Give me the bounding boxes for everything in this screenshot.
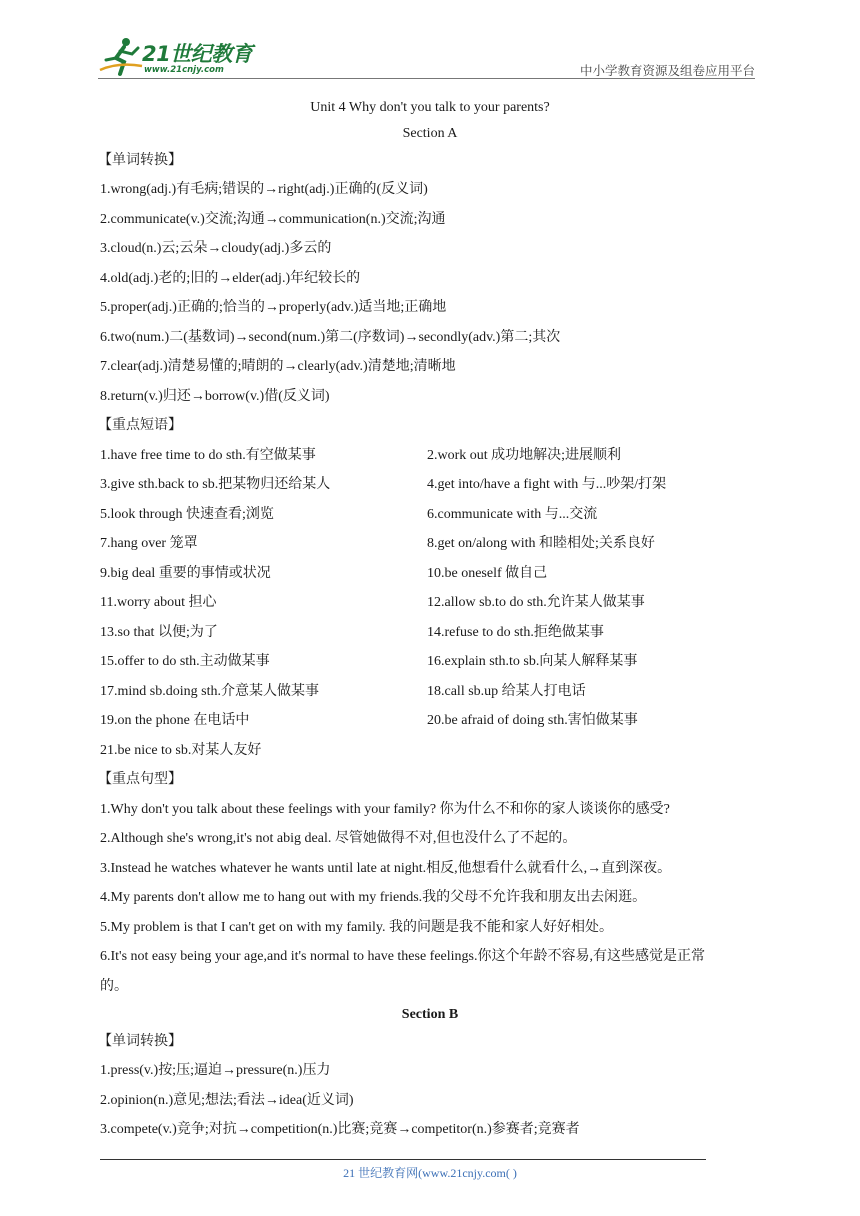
site-logo	[98, 36, 258, 78]
section-a-heading: Section A	[402, 126, 458, 141]
word-item: 8.return(v.)归还→borrow(v.)借(反义词)	[100, 389, 330, 404]
sentence-label: 【重点句型】	[98, 772, 182, 787]
word-item: 2.communicate(v.)交流;沟通→communication(n.)交流;沟通	[100, 212, 446, 227]
word-item: 3.compete(v.)竞争;对抗→competition(n.)比赛;竞赛→competitor(n.)参赛者;竞赛者	[100, 1122, 580, 1137]
sentence-item: 6.It's not easy being your age,and it's normal to have these feelings.你这个年龄不容易,有这些感觉是正常	[100, 949, 705, 964]
sentence-item: 5.My problem is that I can't get on with my family. 我的问题是我不能和家人好好相处。	[100, 920, 613, 935]
phrase-item: 8.get on/along with 和睦相处;关系良好	[427, 536, 655, 551]
phrase-item: 15.offer to do sth.主动做某事	[100, 654, 270, 669]
sentence-item: 4.My parents don't allow me to hang out with my friends.我的父母不允许我和朋友出去闲逛。	[100, 890, 647, 905]
phrase-item: 6.communicate with 与...交流	[427, 507, 598, 522]
section-b-word-label: 【单词转换】	[98, 1034, 182, 1049]
header-divider	[98, 78, 755, 79]
section-b-heading: Section B	[401, 1007, 459, 1022]
phrase-item: 1.have free time to do sth.有空做某事	[100, 448, 316, 463]
word-item: 7.clear(adj.)清楚易懂的;晴朗的→clearly(adv.)清楚地;清晰地	[100, 359, 456, 374]
word-item: 1.press(v.)按;压;逼迫→pressure(n.)压力	[100, 1063, 331, 1078]
phrase-item: 19.on the phone 在电话中	[100, 713, 250, 728]
word-item: 1.wrong(adj.)有毛病;错误的→right(adj.)正确的(反义词)	[100, 182, 428, 197]
phrase-label: 【重点短语】	[98, 418, 182, 433]
phrase-item: 5.look through 快速查看;浏览	[100, 507, 274, 522]
sentence-item: 3.Instead he watches whatever he wants until late at night.相反,他想看什么就看什么,→直到深夜。	[100, 861, 672, 876]
phrase-item: 21.be nice to sb.对某人友好	[100, 743, 262, 758]
phrase-item: 13.so that 以便;为了	[100, 625, 218, 640]
phrase-item: 10.be oneself 做自己	[427, 566, 548, 581]
phrase-item: 20.be afraid of doing sth.害怕做某事	[427, 713, 638, 728]
footer-divider	[100, 1159, 706, 1160]
word-item: 6.two(num.)二(基数词)→second(num.)第二(序数词)→secondly(adv.)第二;其次	[100, 330, 561, 345]
sentence-item: 1.Why don't you talk about these feelings with your family? 你为什么不和你的家人谈谈你的感受?	[100, 802, 670, 817]
sentence-item-continuation: 的。	[100, 979, 128, 994]
unit-title: Unit 4 Why don't you talk to your parents?	[310, 100, 550, 115]
word-item: 2.opinion(n.)意见;想法;看法→idea(近义词)	[100, 1093, 354, 1108]
phrase-item: 14.refuse to do sth.拒绝做某事	[427, 625, 604, 640]
section-a-word-label: 【单词转换】	[98, 153, 182, 168]
page-footer: 21 世纪教育网(www.21cnjy.com( )	[343, 1166, 517, 1180]
phrase-item: 17.mind sb.doing sth.介意某人做某事	[100, 684, 319, 699]
phrase-item: 2.work out 成功地解决;进展顺利	[427, 448, 622, 463]
phrase-item: 3.give sth.back to sb.把某物归还给某人	[100, 477, 331, 492]
phrase-item: 9.big deal 重要的事情或状况	[100, 566, 271, 581]
phrase-item: 16.explain sth.to sb.向某人解释某事	[427, 654, 638, 669]
runner-logo-icon	[98, 36, 144, 78]
phrase-item: 7.hang over 笼罩	[100, 536, 198, 551]
phrase-item: 4.get into/have a fight with 与...吵架/打架	[427, 477, 667, 492]
page-header	[0, 0, 860, 82]
word-item: 5.proper(adj.)正确的;恰当的→properly(adv.)适当地;正确地	[100, 300, 447, 315]
word-item: 4.old(adj.)老的;旧的→elder(adj.)年纪较长的	[100, 271, 361, 286]
platform-label: 中小学教育资源及组卷应用平台	[579, 63, 755, 78]
sentence-item: 2.Although she's wrong,it's not abig deal. 尽管她做得不对,但也没什么了不起的。	[100, 831, 577, 846]
logo-text: 21世纪教育	[142, 42, 253, 66]
phrase-item: 12.allow sb.to do sth.允许某人做某事	[427, 595, 645, 610]
phrase-item: 18.call sb.up 给某人打电话	[427, 684, 586, 699]
word-item: 3.cloud(n.)云;云朵→cloudy(adj.)多云的	[100, 241, 332, 256]
phrase-item: 11.worry about 担心	[100, 595, 217, 610]
logo-url: www.21cnjy.com	[144, 65, 224, 75]
